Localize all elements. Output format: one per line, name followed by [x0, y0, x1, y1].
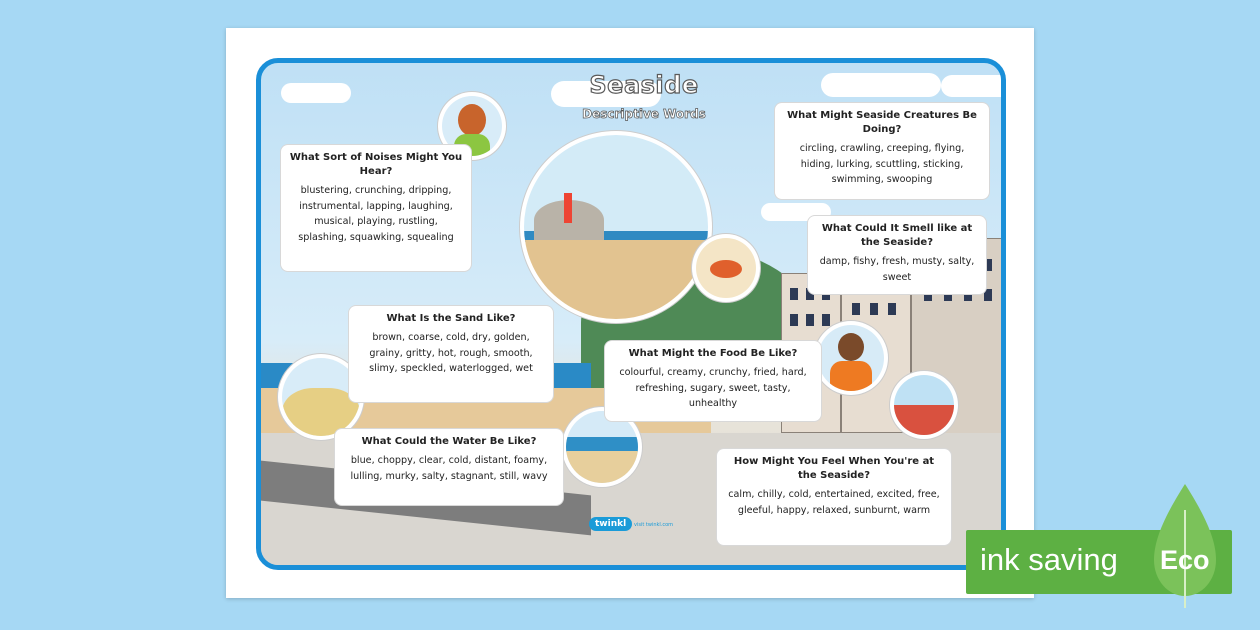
box-words: brown, coarse, cold, dry, golden, grainy, gritty, hot, rough, smooth, slimy, speckled, waterlogged, wet — [369, 332, 533, 374]
box-heading: What Is the Sand Like? — [386, 313, 516, 324]
box-heading: What Could It Smell like at the Seaside? — [821, 223, 973, 248]
box-words: damp, fishy, fresh, musty, salty, sweet — [819, 256, 975, 283]
box-heading: What Might Seaside Creatures Be Doing? — [787, 110, 977, 135]
water-box — [335, 429, 563, 505]
poster-frame — [256, 58, 1006, 570]
twinkl-logo: twinkl — [589, 517, 632, 531]
food-box — [605, 341, 821, 421]
box-heading: What Sort of Noises Might You Hear? — [289, 152, 463, 177]
box-heading: How Might You Feel When You're at the Seaside? — [733, 456, 935, 481]
creatures-box — [775, 103, 989, 199]
box-heading: What Could the Water Be Like? — [361, 436, 537, 447]
cloud — [281, 83, 351, 103]
water-beach-picture — [566, 411, 638, 483]
picnic-picture — [894, 375, 954, 435]
cloud — [941, 75, 1006, 97]
boy-eating-picture — [818, 325, 884, 391]
ink-saving-label: ink saving — [980, 542, 1118, 577]
sand-box — [349, 306, 553, 402]
eco-label: Eco — [1160, 545, 1210, 575]
box-words: circling, crawling, creeping, flying, hiding, lurking, scuttling, sticking, swimming, swooping — [799, 143, 965, 185]
box-words: calm, chilly, cold, entertained, excited, free, gleeful, happy, relaxed, sunburnt, warm — [728, 489, 940, 516]
box-words: colourful, creamy, crunchy, fried, hard, refreshing, sugary, sweet, tasty, unhealthy — [619, 367, 807, 409]
twinkl-url: visit twinkl.com — [634, 522, 674, 528]
box-heading: What Might the Food Be Like? — [628, 348, 798, 359]
feelings-box — [717, 449, 951, 545]
smell-box — [808, 216, 986, 294]
cloud — [821, 73, 941, 97]
poster-title: Seaside — [589, 71, 699, 99]
noises-box — [281, 145, 471, 271]
poster-subtitle: Descriptive Words — [582, 107, 706, 121]
box-words: blustering, crunching, dripping, instrumental, lapping, laughing, musical, playing, rustling, splashing, squawking, squealing — [298, 185, 454, 243]
box-words: blue, choppy, clear, cold, distant, foamy, lulling, murky, salty, stagnant, still, wavy — [350, 455, 548, 482]
crab-picture — [696, 238, 756, 298]
lighthouse-beach-picture — [524, 135, 708, 319]
